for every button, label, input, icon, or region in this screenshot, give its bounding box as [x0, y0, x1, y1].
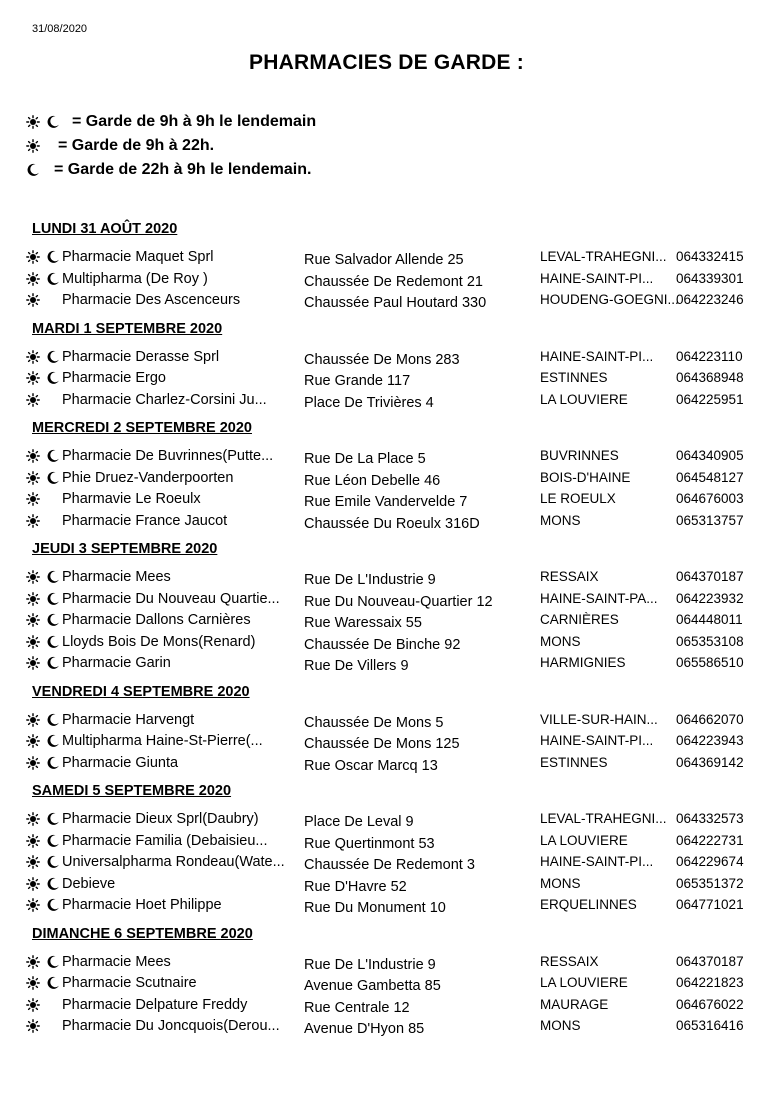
schedule — [0, 218, 773, 1044]
pharmacy-name: Pharmacie Maquet Sprl — [62, 249, 214, 265]
sun-icon — [26, 115, 40, 129]
pharmacy-city: MONS — [540, 875, 581, 891]
pharmacy-street: Rue Léon Debelle 46 — [304, 472, 441, 489]
pharmacy-name: Pharmacie De Buvrinnes(Putte... — [62, 448, 274, 464]
sun-moon-icon — [26, 812, 66, 828]
pharmacy-city: HAINE-SAINT-PI... — [540, 733, 654, 748]
pharmacy-city: HAINE-SAINT-PI... — [540, 854, 654, 869]
pharmacy-street: Rue Waressaix 55 — [304, 615, 422, 631]
pharmacy-phone: 064223943 — [676, 733, 744, 748]
pharmacy-phone: 064370187 — [676, 953, 744, 969]
pharmacy-phone: 064221823 — [676, 975, 744, 990]
day-block — [0, 417, 773, 532]
pharmacy-city: HAINE-SAINT-PI... — [540, 348, 654, 364]
legend-line-day — [26, 134, 316, 158]
sun-icon — [26, 293, 66, 309]
sun-icon — [26, 514, 66, 530]
pharmacy-row — [0, 468, 773, 490]
pharmacy-row — [0, 1016, 773, 1038]
pharmacy-name: Pharmacie Garin — [62, 655, 171, 671]
sun-moon-icon — [26, 756, 66, 772]
pharmacy-name: Pharmacie Harvengt — [62, 711, 195, 728]
pharmacy-street: Avenue D'Hyon 85 — [304, 1021, 425, 1037]
pharmacy-name: Pharmacie Mees — [62, 569, 171, 585]
pharmacy-name: Pharmacie Ergo — [62, 370, 166, 386]
legend-text: = Garde de 9h à 9h le lendemain — [72, 113, 317, 130]
day-header: VENDREDI 4 SEPTEMBRE 2020 — [32, 683, 250, 700]
pharmacy-street: Chaussée De Redemont 3 — [304, 857, 475, 873]
sun-moon-icon — [26, 570, 66, 586]
pharmacy-name: Pharmacie Du Nouveau Quartie... — [62, 590, 280, 607]
pharmacy-city: MONS — [540, 633, 581, 649]
pharmacy-phone: 065313757 — [676, 512, 744, 528]
pharmacy-phone: 065351372 — [676, 875, 744, 891]
pharmacy-row — [0, 731, 773, 753]
pharmacy-city: LEVAL-TRAHEGNI... — [540, 811, 667, 826]
pharmacy-row — [0, 247, 773, 269]
pharmacy-city: BOIS-D'HAINE — [540, 469, 631, 485]
sun-icon — [26, 1019, 66, 1035]
pharmacy-phone: 065586510 — [676, 655, 744, 670]
pharmacy-name: Multipharma Haine-St-Pierre(... — [62, 733, 263, 749]
pharmacy-phone: 064223246 — [676, 292, 744, 307]
pharmacy-name: Pharmacie Dieux Sprl(Daubry) — [62, 811, 259, 827]
pharmacy-name: Pharmavie Le Roeulx — [62, 491, 201, 507]
sun-moon-icon — [26, 898, 66, 914]
pharmacy-street: Place De Leval 9 — [304, 814, 414, 830]
sun-moon-icon — [26, 976, 66, 992]
pharmacy-row — [0, 852, 773, 874]
pharmacy-row — [0, 895, 773, 917]
pharmacy-phone: 064676003 — [676, 491, 744, 506]
pharmacy-phone: 064369142 — [676, 754, 744, 770]
day-block — [0, 218, 773, 312]
pharmacy-phone: 064332415 — [676, 249, 744, 264]
pharmacy-street: Rue Du Nouveau-Quartier 12 — [304, 593, 493, 610]
legend-line-night — [26, 158, 316, 182]
pharmacy-city: ESTINNES — [540, 754, 608, 770]
pharmacy-city: CARNIÈRES — [540, 612, 619, 627]
pharmacy-city: LA LOUVIERE — [540, 975, 628, 990]
pharmacy-name: Pharmacie Dallons Carnières — [62, 612, 251, 628]
pharmacy-name: Pharmacie Familia (Debaisieu... — [62, 832, 268, 849]
legend — [26, 110, 316, 182]
pharmacy-city: HARMIGNIES — [540, 655, 626, 670]
pharmacy-street: Rue Centrale 12 — [304, 999, 410, 1016]
pharmacy-row — [0, 368, 773, 390]
day-block — [0, 318, 773, 412]
pharmacy-row — [0, 973, 773, 995]
pharmacy-phone: 064340905 — [676, 448, 744, 463]
pharmacy-row — [0, 710, 773, 732]
sun-moon-icon — [26, 350, 66, 366]
pharmacy-name: Pharmacie Mees — [62, 953, 171, 970]
pharmacy-street: Rue D'Havre 52 — [304, 878, 407, 895]
pharmacy-row — [0, 753, 773, 775]
sun-moon-icon — [26, 371, 66, 387]
day-header: LUNDI 31 AOÛT 2020 — [32, 221, 178, 237]
legend-line-full-day — [26, 110, 316, 134]
day-header: MARDI 1 SEPTEMBRE 2020 — [32, 320, 223, 337]
pharmacy-city: RESSAIX — [540, 569, 599, 584]
sun-moon-icon — [26, 734, 66, 750]
pharmacy-city: LE ROEULX — [540, 491, 616, 506]
sun-moon-icon — [26, 955, 66, 971]
pharmacy-city: LA LOUVIERE — [540, 391, 628, 407]
sun-moon-icon — [26, 613, 66, 629]
sun-moon-icon — [26, 592, 66, 608]
pharmacy-phone: 064225951 — [676, 391, 744, 407]
page-title: PHARMACIES DE GARDE : — [249, 51, 524, 74]
pharmacy-name: Pharmacie Giunta — [62, 754, 179, 771]
pharmacy-street: Place De Trivières 4 — [304, 394, 434, 411]
sun-moon-icon — [26, 713, 66, 729]
pharmacy-city: HOUDENG-GOEGNI... — [540, 292, 679, 307]
pharmacy-phone: 064223110 — [676, 348, 743, 364]
legend-text: = Garde de 9h à 22h. — [58, 137, 215, 154]
day-header: SAMEDI 5 SEPTEMBRE 2020 — [32, 783, 232, 799]
day-block — [0, 538, 773, 675]
pharmacy-row — [0, 952, 773, 974]
pharmacy-phone: 064370187 — [676, 569, 744, 584]
legend-icons — [26, 115, 72, 129]
pharmacy-row — [0, 446, 773, 468]
day-header: MERCREDI 2 SEPTEMBRE 2020 — [32, 420, 252, 436]
pharmacy-city: MAURAGE — [540, 996, 609, 1012]
legend-icons — [26, 139, 58, 153]
day-block — [0, 681, 773, 775]
pharmacy-city: HAINE-SAINT-PI... — [540, 270, 654, 286]
pharmacy-street: Chaussée De Mons 5 — [304, 714, 444, 731]
pharmacy-city: LEVAL-TRAHEGNI... — [540, 249, 667, 264]
pharmacy-row — [0, 874, 773, 896]
pharmacy-street: Rue Quertinmont 53 — [304, 835, 435, 852]
pharmacy-street: Rue Salvador Allende 25 — [304, 252, 464, 268]
pharmacy-city: MONS — [540, 512, 581, 528]
pharmacy-city: HAINE-SAINT-PA... — [540, 590, 658, 606]
moon-icon — [46, 115, 60, 129]
pharmacy-row — [0, 653, 773, 675]
day-block — [0, 923, 773, 1038]
pharmacy-row — [0, 290, 773, 312]
pharmacy-name: Pharmacie Derasse Sprl — [62, 348, 220, 365]
pharmacy-phone: 064771021 — [676, 897, 744, 912]
pharmacy-city: ESTINNES — [540, 370, 608, 385]
day-header: JEUDI 3 SEPTEMBRE 2020 — [32, 541, 218, 557]
sun-icon — [26, 998, 66, 1014]
pharmacy-phone: 065353108 — [676, 633, 744, 649]
moon-icon — [26, 163, 40, 177]
pharmacy-city: ERQUELINNES — [540, 897, 637, 912]
pharmacy-street: Chaussée Du Roeulx 316D — [304, 515, 480, 532]
sun-moon-icon — [26, 855, 66, 871]
pharmacy-street: Chaussée De Mons 283 — [304, 351, 460, 368]
pharmacy-street: Chaussée De Mons 125 — [304, 736, 460, 752]
pharmacy-name: Pharmacie Hoet Philippe — [62, 897, 222, 913]
pharmacy-name: Pharmacie Scutnaire — [62, 975, 197, 991]
pharmacy-street: Rue Emile Vandervelde 7 — [304, 494, 468, 510]
pharmacy-street: Rue Du Monument 10 — [304, 900, 446, 916]
sun-icon — [26, 393, 66, 409]
pharmacy-name: Universalpharma Rondeau(Wate... — [62, 854, 285, 870]
pharmacy-name: Pharmacie Charlez-Corsini Ju... — [62, 391, 267, 408]
pharmacy-phone: 064662070 — [676, 711, 744, 727]
sun-icon — [26, 492, 66, 508]
pharmacy-phone: 064229674 — [676, 854, 744, 869]
pharmacy-street: Rue Oscar Marcq 13 — [304, 757, 438, 774]
pharmacy-street: Chaussée De Redemont 21 — [304, 273, 483, 290]
day-header: DIMANCHE 6 SEPTEMBRE 2020 — [32, 925, 253, 942]
pharmacy-city: MONS — [540, 1018, 581, 1033]
pharmacy-phone: 064368948 — [676, 370, 744, 385]
pharmacy-street: Rue De Villers 9 — [304, 658, 409, 674]
pharmacy-street: Chaussée De Binche 92 — [304, 636, 461, 653]
pharmacy-phone: 064223932 — [676, 590, 744, 606]
sun-moon-icon — [26, 656, 66, 672]
sun-moon-icon — [26, 471, 66, 487]
pharmacy-street: Rue De L'Industrie 9 — [304, 572, 436, 588]
pharmacy-row — [0, 589, 773, 611]
sun-moon-icon — [26, 877, 66, 893]
pharmacy-row — [0, 610, 773, 632]
pharmacy-street: Avenue Gambetta 85 — [304, 978, 441, 994]
sun-moon-icon — [26, 449, 66, 465]
pharmacy-name: Pharmacie France Jaucot — [62, 512, 228, 529]
pharmacy-street: Rue De L'Industrie 9 — [304, 956, 436, 973]
pharmacy-name: Multipharma (De Roy ) — [62, 270, 208, 287]
document-date: 31/08/2020 — [32, 23, 88, 35]
pharmacy-phone: 064448011 — [676, 612, 743, 627]
pharmacy-row — [0, 831, 773, 853]
pharmacy-phone: 064339301 — [676, 270, 744, 286]
sun-moon-icon — [26, 272, 66, 288]
sun-moon-icon — [26, 834, 66, 850]
pharmacy-row — [0, 269, 773, 291]
pharmacy-row — [0, 390, 773, 412]
sun-moon-icon — [26, 635, 66, 651]
pharmacy-street: Rue Grande 117 — [304, 373, 411, 389]
pharmacy-name: Pharmacie Du Joncquois(Derou... — [62, 1018, 280, 1034]
pharmacy-row — [0, 809, 773, 831]
pharmacy-city: RESSAIX — [540, 953, 599, 969]
day-block — [0, 780, 773, 917]
pharmacy-phone: 064222731 — [676, 832, 744, 848]
pharmacy-name: Pharmacie Des Ascenceurs — [62, 292, 241, 308]
pharmacy-street: Rue De La Place 5 — [304, 451, 426, 467]
pharmacy-row — [0, 567, 773, 589]
pharmacy-city: LA LOUVIERE — [540, 832, 628, 848]
pharmacy-name: Pharmacie Delpature Freddy — [62, 996, 248, 1013]
pharmacy-phone: 064548127 — [676, 469, 744, 485]
pharmacy-phone: 064676022 — [676, 996, 744, 1012]
pharmacy-name: Phie Druez-Vanderpoorten — [62, 469, 234, 486]
pharmacy-city: BUVRINNES — [540, 448, 619, 463]
pharmacy-row — [0, 995, 773, 1017]
pharmacy-row — [0, 632, 773, 654]
pharmacy-street: Chaussée Paul Houtard 330 — [304, 295, 487, 311]
pharmacy-row — [0, 489, 773, 511]
pharmacy-phone: 064332573 — [676, 811, 744, 826]
pharmacy-name: Lloyds Bois De Mons(Renard) — [62, 633, 256, 650]
pharmacy-city: VILLE-SUR-HAIN... — [540, 711, 658, 727]
sun-icon — [26, 139, 40, 153]
sun-moon-icon — [26, 250, 66, 266]
legend-icons — [26, 163, 52, 177]
pharmacy-row — [0, 347, 773, 369]
pharmacy-name: Debieve — [62, 875, 116, 892]
legend-text: = Garde de 22h à 9h le lendemain. — [54, 161, 312, 178]
pharmacy-row — [0, 511, 773, 533]
pharmacy-phone: 065316416 — [676, 1018, 744, 1033]
